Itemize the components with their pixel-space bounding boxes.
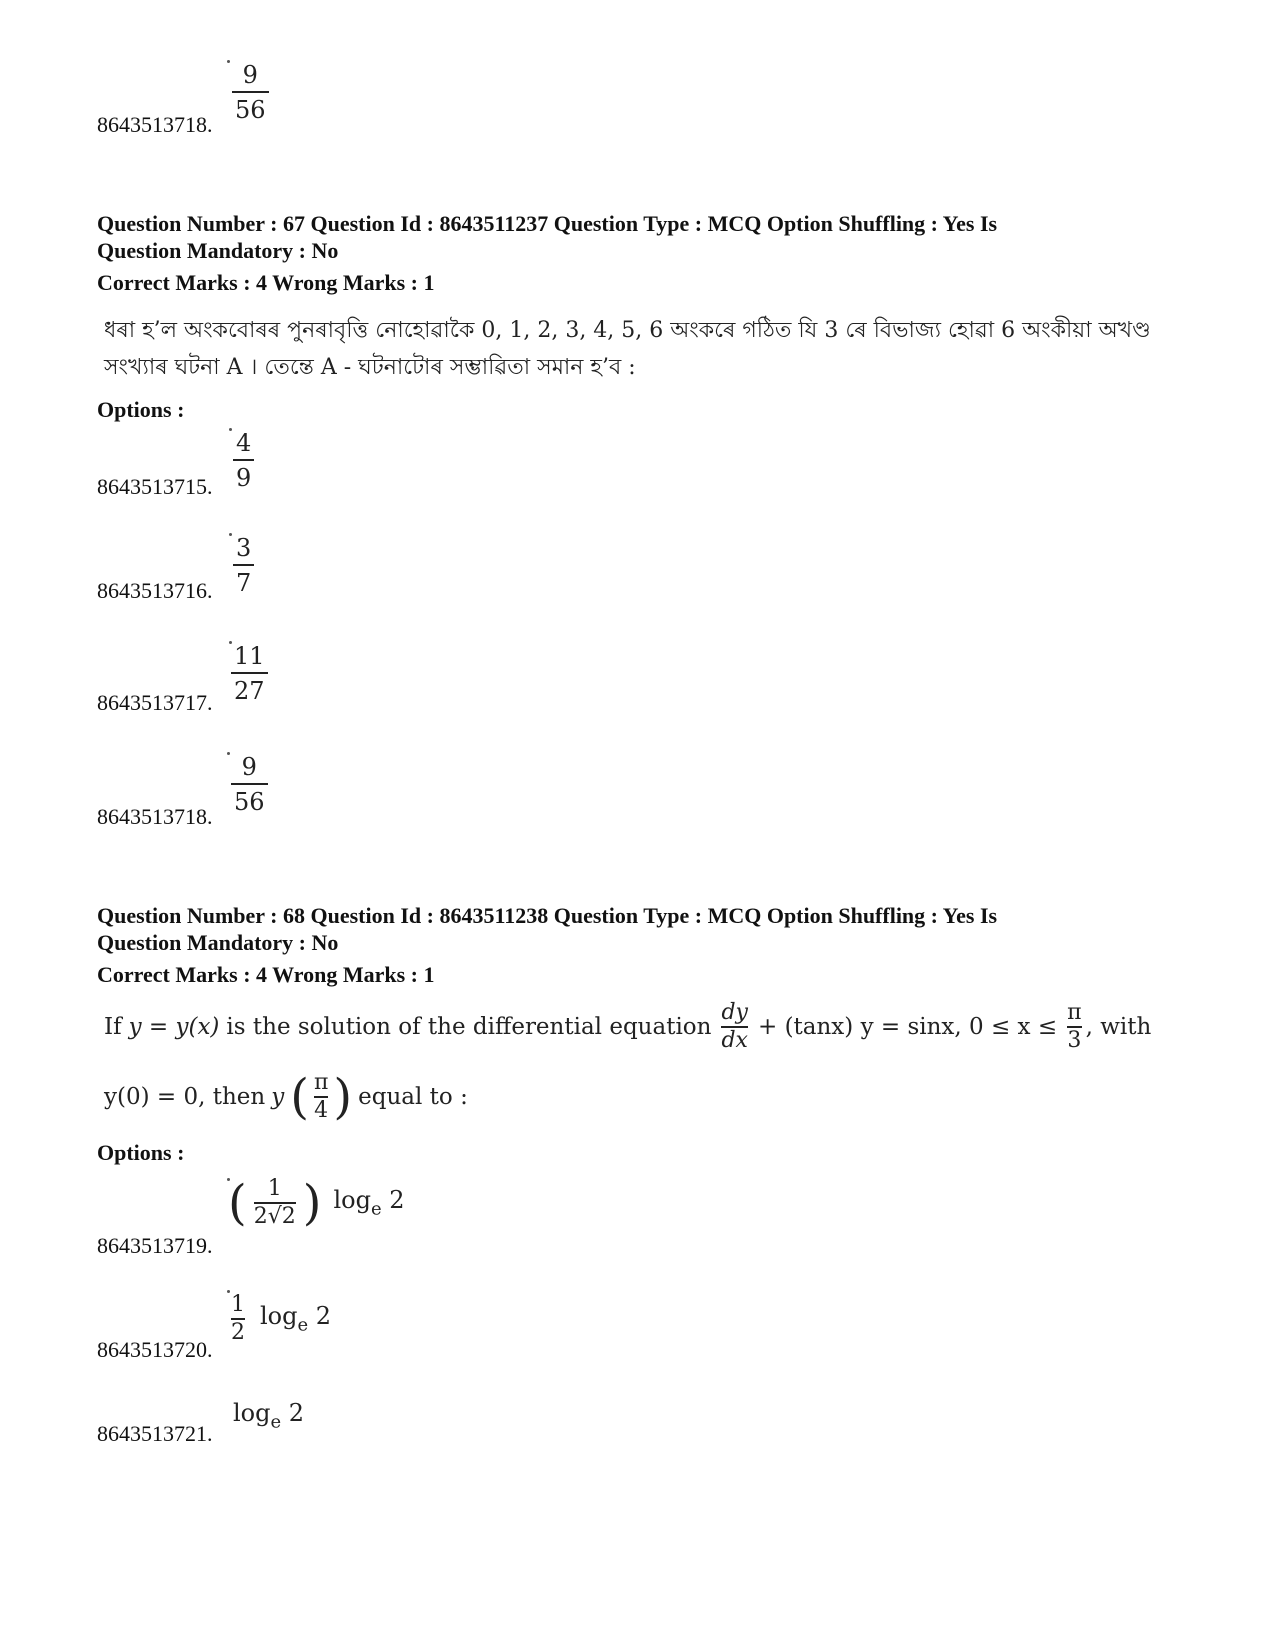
- option-fraction: [231, 1292, 245, 1346]
- pi-over-three-fraction: [1067, 1000, 1081, 1054]
- question-text-line2: সংখ্যাৰ ঘটনা A । তেন্তে A - ঘটনাটোৰ সম্ভাৱিতা সমান হ’ব :: [104, 355, 636, 380]
- question-text-line1: [104, 1000, 1151, 1054]
- option-expression: [228, 1292, 331, 1346]
- fraction-numerator: 9: [242, 61, 258, 89]
- log-argument: 2: [389, 1186, 405, 1215]
- option-expression: [228, 1176, 405, 1230]
- question-header-line2: Question Mandatory : No: [97, 238, 339, 263]
- fraction-denominator: 27: [234, 676, 265, 705]
- log-text: log: [260, 1302, 298, 1331]
- question-header-line1: Question Number : 67 Question Id : 8643511237 Question Type : MCQ Option Shuffling : Yes Is: [97, 211, 998, 236]
- fraction-numerator: dy: [721, 1000, 748, 1025]
- option-id: 8643513718.: [97, 112, 213, 137]
- question-text-line2: [104, 1070, 468, 1124]
- question-header-line2: Question Mandatory : No: [97, 930, 339, 955]
- option-id: 8643513717.: [97, 690, 213, 715]
- derivative-fraction: [721, 1000, 748, 1054]
- pi-over-four-fraction: [314, 1070, 328, 1124]
- log-base: e: [297, 1314, 309, 1336]
- option-fraction: [231, 641, 268, 706]
- fraction-denominator: 7: [236, 568, 252, 597]
- question-text-segment: y(0) = 0, then: [104, 1083, 266, 1110]
- fraction-numerator: π: [1067, 1000, 1082, 1025]
- log-text: log: [233, 1399, 271, 1427]
- option-fraction: [231, 752, 268, 817]
- question-header: [97, 902, 997, 956]
- option-fraction: [233, 428, 254, 493]
- fraction-denominator: 56: [235, 95, 266, 124]
- options-label: Options :: [97, 1140, 185, 1165]
- question-header: [97, 210, 997, 264]
- question-text-segment: equal to :: [358, 1083, 468, 1110]
- question-marks: Correct Marks : 4 Wrong Marks : 1: [97, 270, 435, 295]
- right-paren: ): [333, 1068, 353, 1125]
- option-fraction: [254, 1176, 296, 1230]
- fraction-denominator: dx: [721, 1027, 748, 1053]
- fraction-denominator: 2√2: [253, 1203, 296, 1229]
- option-id: 8643513718.: [97, 804, 213, 829]
- fraction-numerator: 1: [267, 1176, 282, 1201]
- question-header-line1: Question Number : 68 Question Id : 8643511238 Question Type : MCQ Option Shuffling : Yes Is: [97, 903, 998, 928]
- fraction-denominator: 3: [1067, 1027, 1082, 1053]
- question-math: y: [271, 1083, 285, 1110]
- fraction-numerator: π: [313, 1070, 329, 1095]
- question-math: + (tanx) y = sinx, 0 ≤ x ≤: [757, 1013, 1058, 1040]
- question-text-segment: If: [104, 1013, 122, 1040]
- log-base: e: [370, 1198, 382, 1220]
- option-fraction: [232, 60, 269, 125]
- question-text-segment: is the solution of the differential equation: [226, 1013, 712, 1040]
- fraction-numerator: 11: [234, 642, 265, 670]
- fraction-numerator: 4: [236, 429, 252, 457]
- option-id: 8643513715.: [97, 474, 213, 499]
- fraction-numerator: 3: [236, 534, 252, 562]
- right-paren: ): [302, 1174, 322, 1231]
- fraction-numerator: 1: [231, 1292, 245, 1317]
- option-id: 8643513721.: [97, 1421, 213, 1446]
- options-label: Options :: [97, 397, 185, 422]
- log-text: log: [333, 1186, 371, 1215]
- left-paren: (: [290, 1068, 309, 1125]
- option-id: 8643513716.: [97, 578, 213, 603]
- question-text-line1: ধৰা হ’ল অংকবোৰৰ পুনৰাবৃত্তি নোহোৱাকৈ 0, 1, 2, 3, 4, 5, 6 অংকৰে গঠিত যি 3 ৰে বিভাজ্য হোৱা 6 অংকীয়া অখণ্ড: [104, 318, 1151, 343]
- fraction-denominator: 9: [236, 463, 252, 492]
- fraction-numerator: 9: [241, 753, 257, 781]
- question-math: y = y(x): [128, 1013, 220, 1040]
- left-paren: (: [228, 1174, 247, 1231]
- option-id: 8643513719.: [97, 1233, 213, 1258]
- fraction-denominator: 2: [231, 1319, 245, 1345]
- option-fraction: [233, 533, 254, 598]
- log-argument: 2: [288, 1399, 305, 1427]
- log-base: e: [270, 1411, 282, 1433]
- question-marks: Correct Marks : 4 Wrong Marks : 1: [97, 962, 435, 987]
- fraction-denominator: 56: [234, 787, 265, 816]
- question-text-segment: , with: [1085, 1013, 1152, 1040]
- option-id: 8643513720.: [97, 1337, 213, 1362]
- fraction-denominator: 4: [314, 1097, 329, 1123]
- option-expression: [233, 1399, 304, 1432]
- log-argument: 2: [315, 1302, 332, 1331]
